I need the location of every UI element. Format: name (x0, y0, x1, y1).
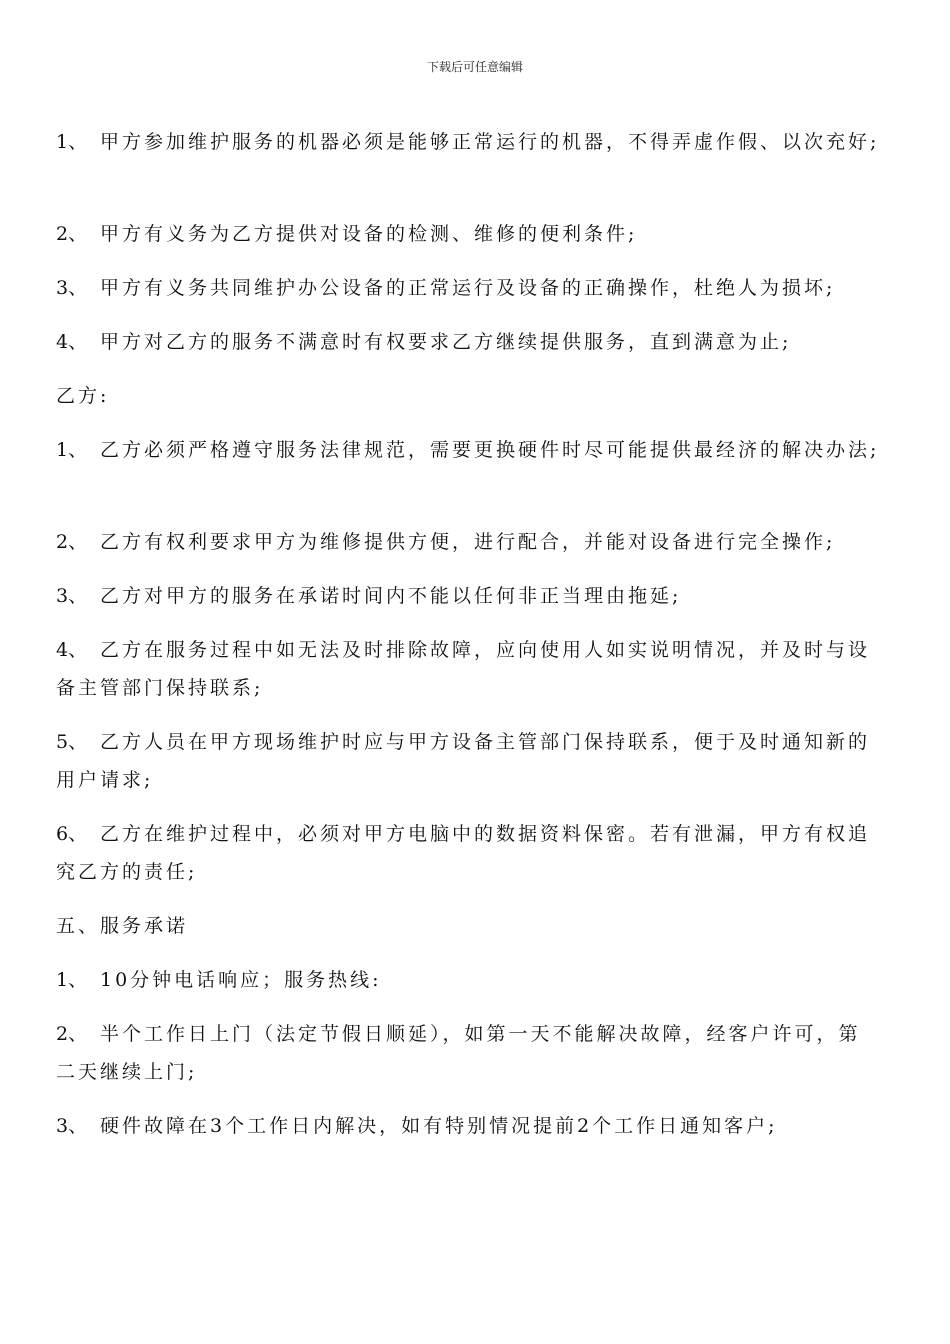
heading-text: 乙方: (56, 385, 110, 407)
clause-b-2 (56, 530, 896, 554)
clause-number: 2、 (56, 531, 88, 553)
section-five-heading (56, 914, 896, 938)
clause-number: 3、 (56, 277, 88, 299)
clause-number: 4、 (56, 331, 88, 353)
clause-number: 2、 (56, 223, 88, 245)
clause-number: 2、 (56, 1023, 88, 1045)
clause-b-5-continuation: 用户请求; (56, 769, 154, 791)
clause-text: 乙方在维护过程中，必须对甲方电脑中的数据资料保密。若有泄漏，甲方有权追 (100, 823, 871, 845)
promise-3 (56, 1114, 896, 1138)
promise-1 (56, 968, 896, 992)
clause-a-4 (56, 330, 896, 354)
clause-text: 硬件故障在3个工作日内解决，如有特别情况提前2个工作日通知客户; (100, 1115, 778, 1137)
clause-number: 5、 (56, 731, 88, 753)
clause-number: 3、 (56, 1115, 88, 1137)
clause-a-2 (56, 222, 896, 246)
clause-text: 10分钟电话响应；服务热线: (100, 969, 382, 991)
clause-number: 6、 (56, 823, 88, 845)
clause-b-6 (56, 822, 896, 846)
clause-text: 乙方对甲方的服务在承诺时间内不能以任何非正当理由拖延; (100, 585, 682, 607)
clause-number: 1、 (56, 969, 88, 991)
heading-text: 五、服务承诺 (56, 915, 189, 937)
clause-text: 甲方参加维护服务的机器必须是能够正常运行的机器，不得弄虚作假、以次充好; (100, 131, 880, 153)
clause-text: 乙方必须严格遵守服务法律规范，需要更换硬件时尽可能提供最经济的解决办法; (100, 439, 880, 461)
clause-b-6-continuation: 究乙方的责任; (56, 861, 198, 883)
clause-text: 甲方有义务为乙方提供对设备的检测、维修的便利条件; (100, 223, 638, 245)
clause-b-3 (56, 584, 896, 608)
clause-number: 1、 (56, 131, 88, 153)
promise-2 (56, 1022, 896, 1046)
clause-number: 3、 (56, 585, 88, 607)
clause-b-5 (56, 730, 896, 754)
clause-text: 乙方有权利要求甲方为维修提供方便，进行配合，并能对设备进行完全操作; (100, 531, 836, 553)
clause-text: 乙方在服务过程中如无法及时排除故障，应向使用人如实说明情况，并及时与设 (100, 639, 871, 661)
clause-text: 甲方有义务共同维护办公设备的正常运行及设备的正确操作，杜绝人为损坏; (100, 277, 836, 299)
clause-text: 乙方人员在甲方现场维护时应与甲方设备主管部门保持联系，便于及时通知新的 (100, 731, 871, 753)
clause-text: 半个工作日上门（法定节假日顺延），如第一天不能解决故障，经客户许可，第 (100, 1023, 861, 1045)
clause-a-1 (56, 130, 896, 154)
page-header: 下载后可任意编辑 (426, 60, 523, 74)
party-b-heading (56, 384, 896, 408)
clause-b-4-continuation: 备主管部门保持联系; (56, 677, 264, 699)
clause-number: 1、 (56, 439, 88, 461)
clause-number: 4、 (56, 639, 88, 661)
clause-a-3 (56, 276, 896, 300)
clause-b-1 (56, 438, 896, 462)
clause-text: 甲方对乙方的服务不满意时有权要求乙方继续提供服务，直到满意为止; (100, 331, 792, 353)
clause-b-4 (56, 638, 896, 662)
promise-2-continuation: 二天继续上门; (56, 1061, 198, 1083)
